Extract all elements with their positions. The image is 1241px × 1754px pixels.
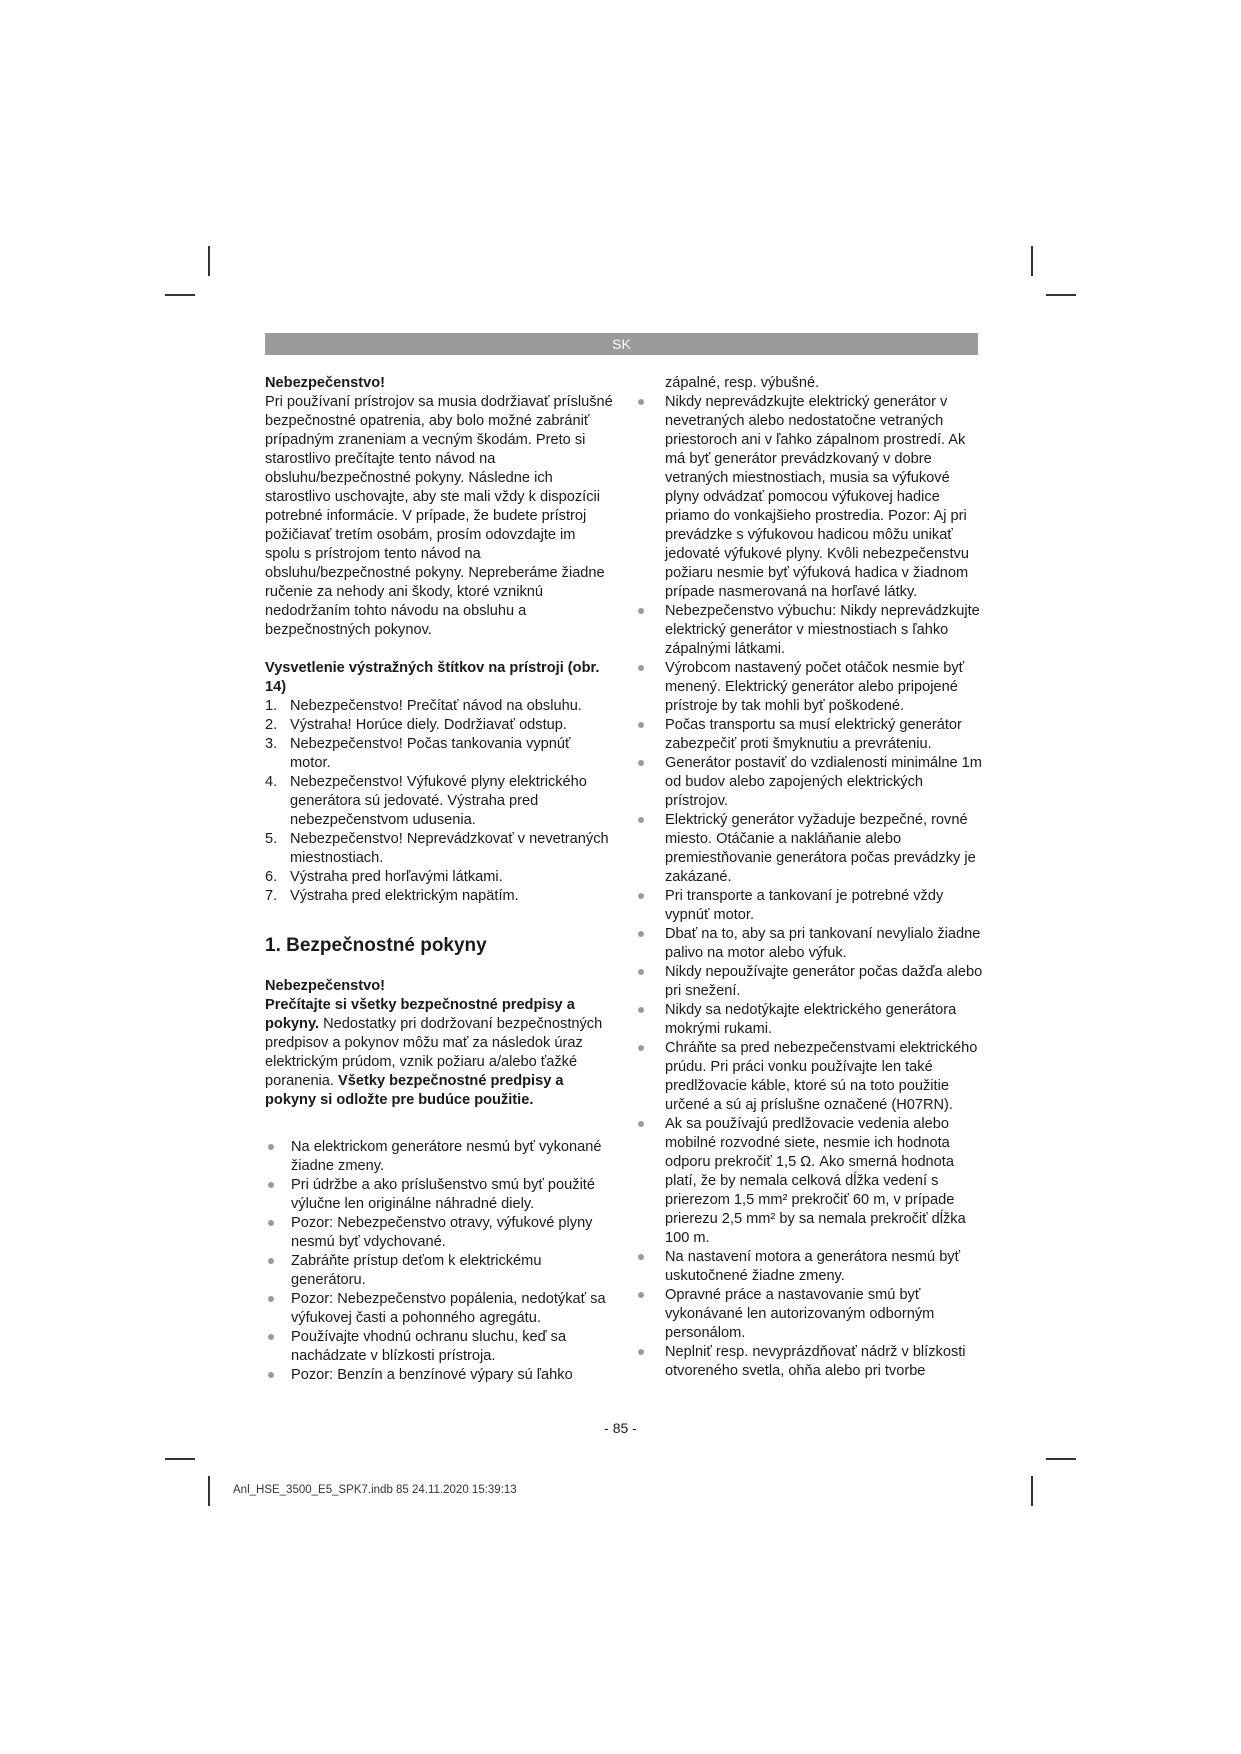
list-item: 4. Nebezpečenstvo! Výfukové plyny elektrického generátora sú jedovaté. Výstraha pred nebezpečenstvom udusenia. bbox=[265, 774, 587, 828]
list-item: 3. Nebezpečenstvo! Počas tankovania vypnúť motor. bbox=[265, 736, 571, 771]
list-item: 5. Nebezpečenstvo! Neprevádzkovať v nevetraných miestnostiach. bbox=[265, 831, 609, 866]
list-item: Generátor postaviť do vzdialenosti minimálne 1m od budov alebo zapojených elektrických prístrojov. bbox=[635, 754, 983, 811]
danger-text: Pri používaní prístrojov sa musia dodržiavať príslušné bezpečnostné opatrenia, aby bolo možné zabrániť prípadným zraneniam a vecným škodám. Preto si starostlivo prečítajte tento návod na obsluhu/bezpečnostné pokyny. Následne ich starostlivo uschovajte, aby ste mali vždy k dispozícii potrebné informácie. V prípade, že budete prístroj požičiavať tretím osobám, prosím odovzdajte im spolu s prístrojom tento návod na obsluhu/bezpečnostné pokyny. Nepreberáme žiadne ručenie za nehody ani škody, ktoré vzniknú nedodržaním tohto návodu na obsluhu a bezpečnostných pokynov. bbox=[265, 394, 613, 638]
language-header-bar bbox=[265, 333, 978, 355]
list-item: Na elektrickom generátore nesmú byť vykonané žiadne zmeny. bbox=[265, 1138, 613, 1176]
list-item: Neplniť resp. nevyprázdňovať nádrž v blízkosti otvoreného svetla, ohňa alebo pri tvorbe bbox=[635, 1343, 983, 1381]
list-item: Elektrický generátor vyžaduje bezpečné, rovné miesto. Otáčanie a nakláňanie alebo premiestňovanie generátora počas prevádzky je zakázané. bbox=[635, 811, 983, 887]
crop-mark-bottom-right-h bbox=[1046, 1458, 1076, 1460]
list-item: Počas transportu sa musí elektrický generátor zabezpečiť proti šmyknutiu a prevráteniu. bbox=[635, 716, 983, 754]
left-column bbox=[265, 374, 613, 1385]
warning-labels-list bbox=[265, 697, 613, 906]
list-item: Na nastavení motora a generátora nesmú byť uskutočnené žiadne zmeny. bbox=[635, 1248, 983, 1286]
right-column bbox=[635, 374, 983, 1381]
list-item: Pozor: Benzín a benzínové výpary sú ľahko bbox=[265, 1366, 613, 1385]
language-label: SK bbox=[612, 336, 631, 352]
danger-heading: Nebezpečenstvo! bbox=[265, 375, 386, 391]
safety-bullets-left bbox=[265, 1138, 613, 1385]
list-item: Dbať na to, aby sa pri tankovaní nevylialo žiadne palivo na motor alebo výfuk. bbox=[635, 925, 983, 963]
list-item: 7. Výstraha pred elektrickým napätím. bbox=[265, 888, 519, 904]
list-item: 2. Výstraha! Horúce diely. Dodržiavať odstup. bbox=[265, 717, 567, 733]
list-item: 1. Nebezpečenstvo! Prečítať návod na obsluhu. bbox=[265, 698, 582, 714]
list-item: Nikdy nepoužívajte generátor počas dažďa alebo pri snežení. bbox=[635, 963, 983, 1001]
page-number: - 85 - bbox=[604, 1420, 637, 1436]
list-item: Výrobcom nastavený počet otáčok nesmie byť menený. Elektrický generátor alebo pripojené prístroje by tak mohli byť poškodené. bbox=[635, 659, 983, 716]
list-item: Pozor: Nebezpečenstvo otravy, výfukové plyny nesmú byť vdychované. bbox=[265, 1214, 613, 1252]
safety-bullets-right bbox=[635, 393, 983, 1381]
list-item: Používajte vhodnú ochranu sluchu, keď sa nachádzate v blízkosti prístroja. bbox=[265, 1328, 613, 1366]
list-item: Chráňte sa pred nebezpečenstvami elektrického prúdu. Pri práci vonku používajte len také predlžovacie káble, ktoré sú na toto použitie určené a sú aj príslušne označené (H07RN). bbox=[635, 1039, 983, 1115]
list-item: Opravné práce a nastavovanie smú byť vykonávané len autorizovaným odborným personálom. bbox=[635, 1286, 983, 1343]
list-item: Pri údržbe a ako príslušenstvo smú byť použité výlučne len originálne náhradné diely. bbox=[265, 1176, 613, 1214]
list-item: Nebezpečenstvo výbuchu: Nikdy neprevádzkujte elektrický generátor v miestnostiach s ľahko zápalnými látkami. bbox=[635, 602, 983, 659]
print-footer-info: Anl_HSE_3500_E5_SPK7.indb 85 24.11.2020 15:39:13 bbox=[233, 1484, 517, 1496]
crop-mark-bottom-left-h bbox=[165, 1458, 195, 1460]
list-item: Nikdy sa nedotýkajte elektrického generátora mokrými rukami. bbox=[635, 1001, 983, 1039]
list-item: 6. Výstraha pred horľavými látkami. bbox=[265, 869, 503, 885]
list-item: Ak sa používajú predlžovacie vedenia alebo mobilné rozvodné siete, nesmie ich hodnota odporu prekročiť 1,5 Ω. Ako smerná hodnota platí, že by nemala celková dĺžka vedení s prierezom 1,5 mm² prekročiť 60 m, v prípade prierezu 2,5 mm² by sa nemala prekročiť dĺžka 100 m. bbox=[635, 1115, 983, 1248]
list-item: Pri transporte a tankovaní je potrebné vždy vypnúť motor. bbox=[635, 887, 983, 925]
crop-mark-top-left-h bbox=[165, 294, 195, 296]
labels-heading: Vysvetlenie výstražných štítkov na prístroji (obr. 14) bbox=[265, 660, 600, 695]
section-title: 1. Bezpečnostné pokyny bbox=[265, 935, 487, 956]
section-intro: Prečítajte si všetky bezpečnostné predpisy a pokyny. Nedostatky pri dodržovaní bezpečnostných predpisov a pokynov môžu mať za následok úraz elektrickým prúdom, vznik požiaru a/alebo ťažké poranenia. Všetky bezpečnostné predpisy a pokyny si odložte pre budúce použitie. bbox=[265, 997, 603, 1108]
crop-mark-bottom-left-v bbox=[208, 1476, 210, 1506]
crop-mark-top-right-v bbox=[1031, 246, 1033, 276]
section-danger-heading: Nebezpečenstvo! bbox=[265, 978, 386, 994]
crop-mark-bottom-right-v bbox=[1031, 1476, 1033, 1506]
list-item: Pozor: Nebezpečenstvo popálenia, nedotýkať sa výfukovej časti a pohonného agregátu. bbox=[265, 1290, 613, 1328]
crop-mark-top-right-h bbox=[1046, 294, 1076, 296]
continuation-text: zápalné, resp. výbušné. bbox=[665, 375, 820, 391]
crop-mark-top-left-v bbox=[208, 246, 210, 276]
list-item: Nikdy neprevádzkujte elektrický generátor v nevetraných alebo nedostatočne vetraných priestoroch ani v ľahko zápalnom prostredí. Ak má byť generátor prevádzkovaný v dobre vetraných miestnostiach, musia sa výfukové plyny odvádzať pomocou výfukovej hadice priamo do vonkajšieho prostredia. Pozor: Aj pri prevádzke s výfukovou hadicou môžu unikať jedovaté výfukové plyny. Kvôli nebezpečenstvu požiaru nesmie byť výfuková hadica v žiadnom prípade nasmerovaná na horľavé látky. bbox=[635, 393, 983, 602]
list-item: Zabráňte prístup deťom k elektrickému generátoru. bbox=[265, 1252, 613, 1290]
